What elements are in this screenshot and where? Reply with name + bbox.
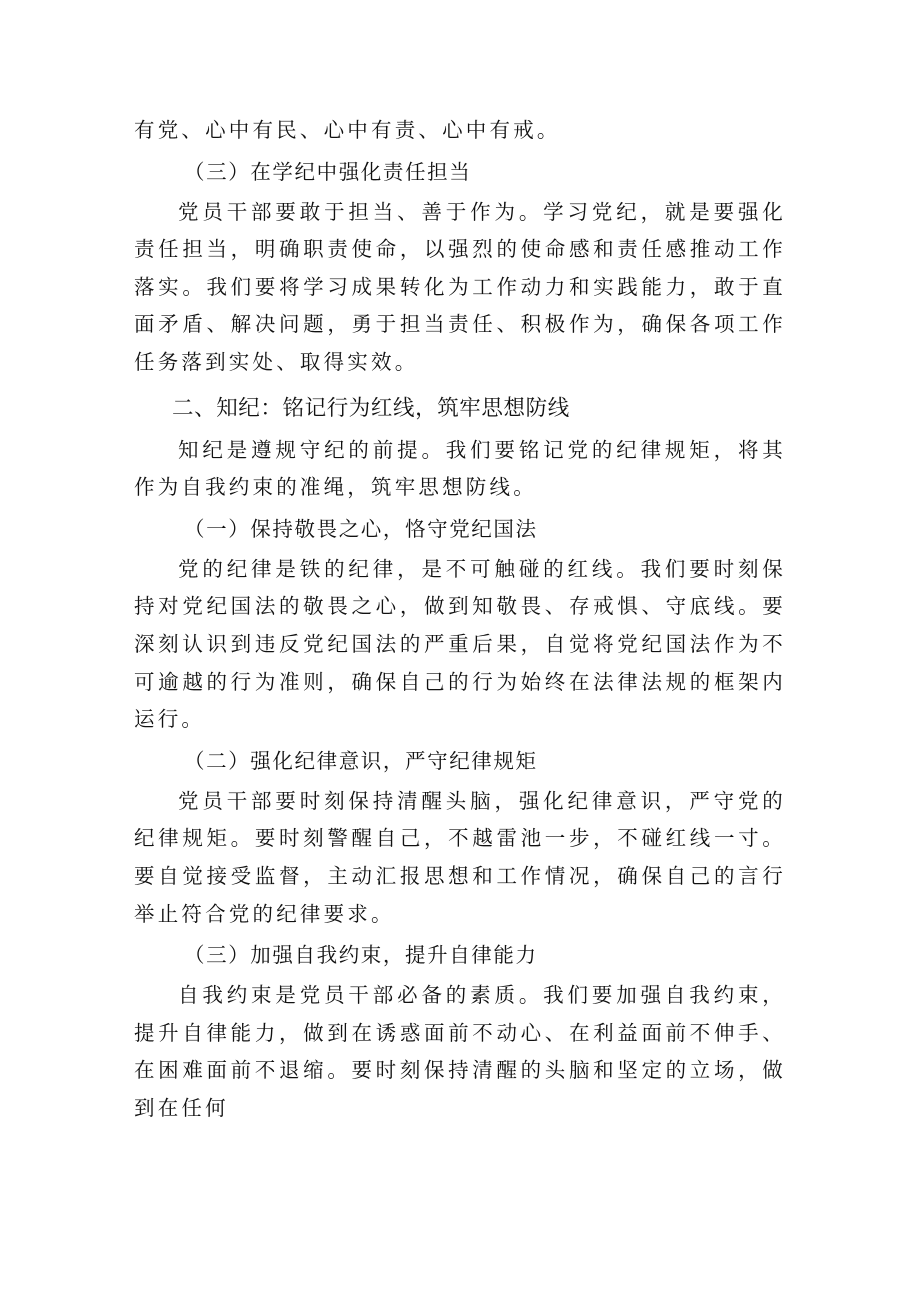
body-paragraph-know-discipline-intro: 知纪是遵规守纪的前提。我们要铭记党的纪律规矩，将其作为自我约束的准绳，筑牢思想防线。: [134, 437, 786, 500]
body-paragraph-responsibility: 党员干部要敢于担当、善于作为。学习党纪，就是要强化责任担当，明确职责使命，以强烈的使命感和责任感推动工作落实。我们要将学习成果转化为工作动力和实践能力，敢于直面矛盾、解决问题，勇于担当责任、积极作为，确保各项工作任务落到实处、取得实效。: [134, 199, 786, 374]
sub-heading-reverence: （一）保持敬畏之心，恪守党纪国法: [184, 516, 538, 541]
section-heading-know-discipline: 二、知纪：铭记行为红线，筑牢思想防线: [172, 395, 570, 421]
sub-heading-responsibility: （三）在学纪中强化责任担当: [184, 159, 472, 184]
document-body: [134, 112, 786, 1127]
body-paragraph-discipline-awareness: 党员干部要时刻保持清醒头脑，强化纪律意识，严守党的纪律规矩。要时刻警醒自己，不越雷池一步，不碰红线一寸。要自觉接受监督，主动汇报思想和工作情况，确保自己的言行举止符合党的纪律要求。: [134, 788, 786, 926]
continuation-paragraph: 有党、心中有民、心中有责、心中有戒。: [134, 118, 561, 142]
sub-heading-discipline-awareness: （二）强化纪律意识，严守纪律规矩: [184, 748, 538, 773]
body-paragraph-reverence: 党的纪律是铁的纪律，是不可触碰的红线。我们要时刻保持对党纪国法的敬畏之心，做到知敬畏、存戒惧、守底线。要深刻认识到违反党纪国法的严重后果，自觉将党纪国法作为不可逾越的行为准则，确保自己的行为始终在法律法规的框架内运行。: [134, 556, 786, 732]
body-paragraph-self-discipline: 自我约束是党员干部必备的素质。我们要加强自我约束，提升自律能力，做到在诱惑面前不动心、在利益面前不伸手、在困难面前不退缩。要时刻保持清醒的头脑和坚定的立场，做到在任何: [134, 983, 786, 1120]
sub-heading-self-discipline: （三）加强自我约束，提升自律能力: [184, 943, 538, 968]
